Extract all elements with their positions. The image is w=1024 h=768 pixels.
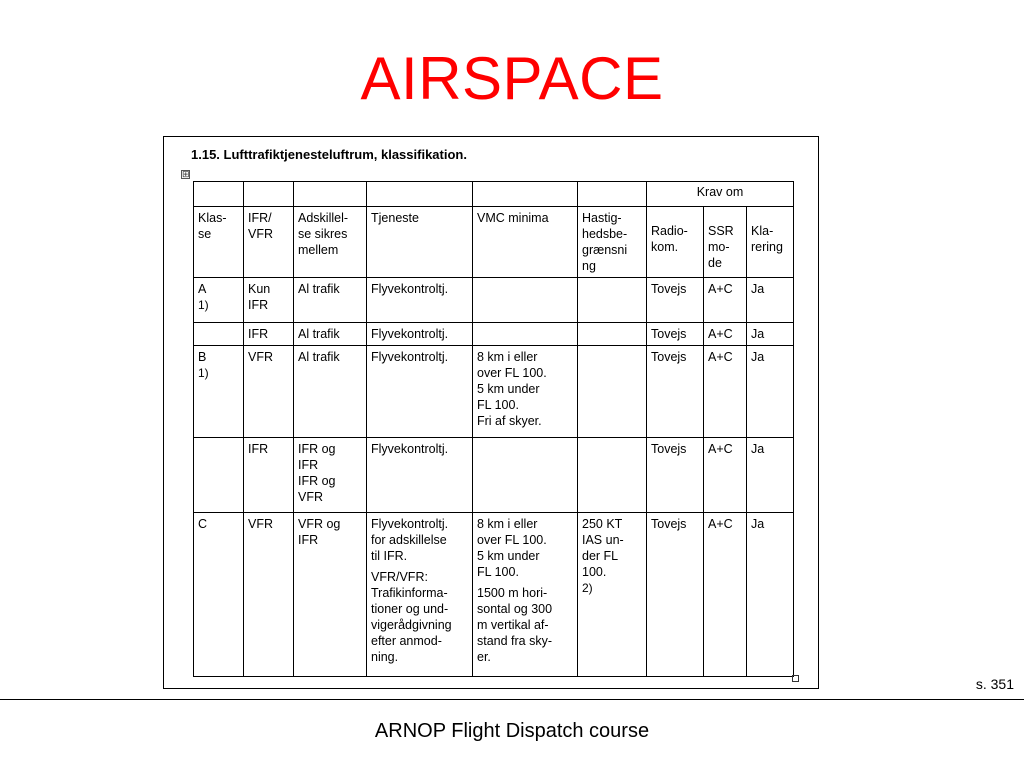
table-header-row	[194, 207, 794, 278]
cell-ifr-vfr: IFR	[244, 323, 294, 346]
header-vmc: VMC minima	[473, 207, 578, 278]
cell-klasse	[194, 323, 244, 346]
cell-hastighed	[578, 323, 647, 346]
hastighed-text: 250 KT IAS un- der FL 100.	[582, 517, 624, 579]
cell-tjeneste: Flyvekontroltj.	[367, 278, 473, 323]
table-row	[194, 438, 794, 513]
cell-ssr: A+C	[704, 323, 747, 346]
cell-adskillelse: Al trafik	[294, 278, 367, 323]
cell-klasse	[194, 346, 244, 438]
cell-vmc: 8 km i eller over FL 100. 5 km under FL 100. Fri af skyer.	[473, 346, 578, 438]
footnote-ref: 2)	[582, 581, 593, 595]
cell-adskillelse: Al trafik	[294, 346, 367, 438]
footer-divider	[0, 699, 1024, 700]
cell-adskillelse: Al trafik	[294, 323, 367, 346]
classification-table	[193, 181, 794, 677]
cell-klarering: Ja	[747, 346, 794, 438]
header-klarering: Kla- rering	[747, 207, 794, 278]
cell-hastighed	[578, 513, 647, 677]
cell-tjeneste: Flyvekontroltj.	[367, 323, 473, 346]
header-adskillelse: Adskillel- se sikres mellem	[294, 207, 367, 278]
header-klasse: Klas- se	[194, 207, 244, 278]
header-tjeneste: Tjeneste	[367, 207, 473, 278]
table-row	[194, 346, 794, 438]
table-anchor-icon: ⊞	[182, 169, 190, 179]
klasse-value: B	[198, 350, 207, 364]
document-image	[163, 136, 819, 689]
krav-om-header: Krav om	[647, 182, 794, 207]
cell-hastighed	[578, 438, 647, 513]
cell-klarering: Ja	[747, 278, 794, 323]
cell-hastighed	[578, 346, 647, 438]
cell-adskillelse: IFR og IFR IFR og VFR	[294, 438, 367, 513]
footer-text: ARNOP Flight Dispatch course	[374, 720, 650, 742]
cell-tjeneste: Flyvekontroltj.	[367, 438, 473, 513]
cell-ifr-vfr: VFR	[244, 513, 294, 677]
cell-hastighed	[578, 278, 647, 323]
slide-title: AIRSPACE	[360, 45, 664, 112]
vmc-text: 8 km i eller over FL 100. 5 km under FL 100.	[477, 517, 547, 579]
cell-klarering: Ja	[747, 513, 794, 677]
table-resize-icon	[792, 675, 799, 682]
header-radio: Radio- kom.	[647, 207, 704, 278]
cell-ssr: A+C	[704, 513, 747, 677]
cell-tjeneste	[367, 513, 473, 677]
cell-vmc	[473, 438, 578, 513]
table-row	[194, 323, 794, 346]
cell-radio: Tovejs	[647, 346, 704, 438]
cell-ifr-vfr: IFR	[244, 438, 294, 513]
cell-ifr-vfr: VFR	[244, 346, 294, 438]
header-hastighed: Hastig- hedsbe- grænsni ng	[578, 207, 647, 278]
cell-ifr-vfr: Kun IFR	[244, 278, 294, 323]
tjeneste-text: Flyvekontroltj. for adskillelse til IFR.	[371, 517, 449, 563]
cell-klasse	[194, 278, 244, 323]
klasse-value: A	[198, 282, 207, 296]
table-header-row	[194, 182, 794, 207]
cell-ssr: A+C	[704, 278, 747, 323]
cell-radio: Tovejs	[647, 278, 704, 323]
cell-tjeneste: Flyvekontroltj.	[367, 346, 473, 438]
cell-radio: Tovejs	[647, 438, 704, 513]
cell-radio: Tovejs	[647, 323, 704, 346]
vmc-text-distance: 1500 m hori- sontal og 300 m vertikal af- stand fra sky- er.	[477, 586, 553, 664]
cell-radio: Tovejs	[647, 513, 704, 677]
page-number: s. 351	[975, 676, 1014, 692]
tjeneste-text-vfr: VFR/VFR: Trafikinforma- tioner og und- vigerådgivning efter anmod- ning.	[371, 570, 452, 664]
header-ssr: SSR mo- de	[704, 207, 747, 278]
cell-klarering: Ja	[747, 438, 794, 513]
cell-klasse: C	[194, 513, 244, 677]
footnote-ref: 1)	[198, 366, 209, 380]
cell-vmc	[473, 278, 578, 323]
cell-vmc	[473, 323, 578, 346]
cell-ssr: A+C	[704, 346, 747, 438]
footnote-ref: 1)	[198, 298, 209, 312]
table-row	[194, 513, 794, 677]
cell-klarering: Ja	[747, 323, 794, 346]
cell-ssr: A+C	[704, 438, 747, 513]
table-row	[194, 278, 794, 323]
cell-klasse	[194, 438, 244, 513]
document-heading: 1.15. Lufttrafiktjenesteluftrum, klassifikation.	[191, 147, 467, 162]
cell-vmc	[473, 513, 578, 677]
header-ifr-vfr: IFR/ VFR	[244, 207, 294, 278]
cell-adskillelse: VFR og IFR	[294, 513, 367, 677]
